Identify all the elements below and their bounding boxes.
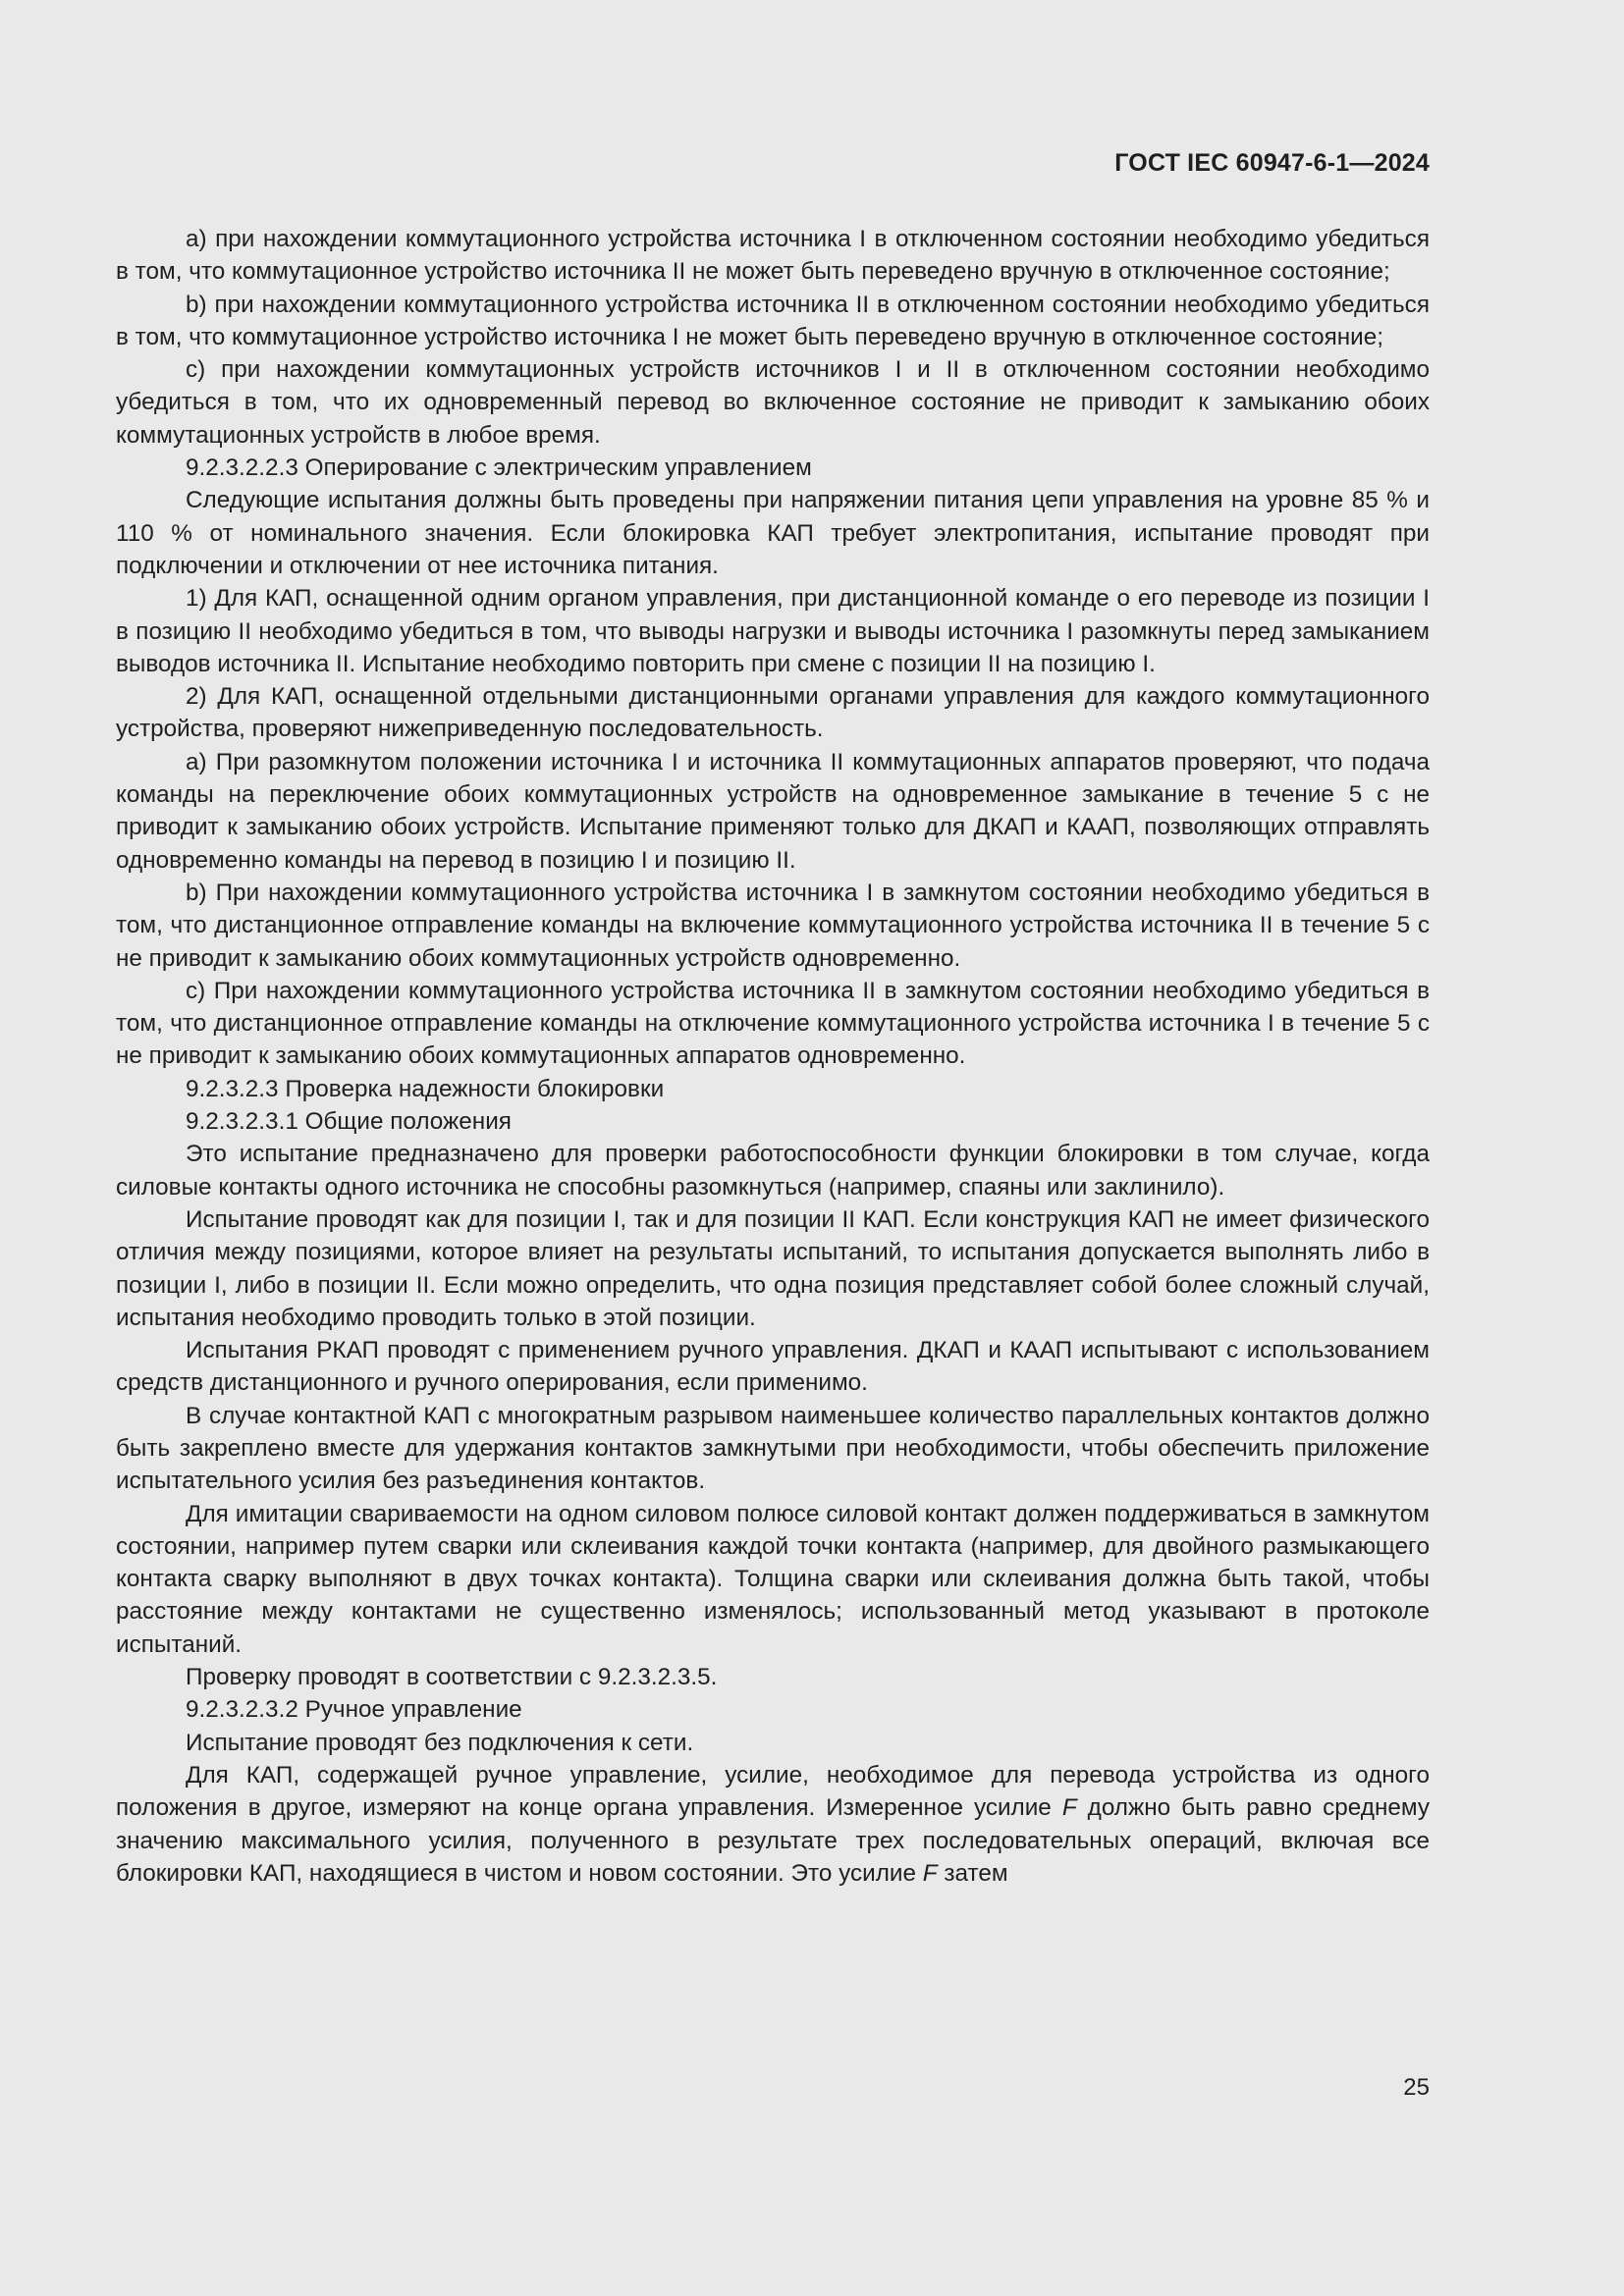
paragraph: Испытание проводят как для позиции I, так и для позиции II КАП. Если конструкция КАП не имеет физического отличия между позициями, которое влияет на результаты испытаний, то испытания допускается выполнять либо в позиции I, либо в позиции II. Если можно определить, что одна позиция представляет собой более сложный случай, испытания необходимо проводить только в этой позиции. — [116, 1205, 1430, 1331]
document-body — [116, 223, 1430, 1890]
paragraph: В случае контактной КАП с многократным разрывом наименьшее количество параллельных контактов должно быть закреплено вместе для удержания контактов замкнутыми при необходимости, чтобы обеспечить приложение испытательного усилия без разъединения контактов. — [116, 1402, 1430, 1495]
document-code-header: ГОСТ IEC 60947-6-1—2024 — [1114, 149, 1430, 177]
paragraph: 2) Для КАП, оснащенной отдельными дистанционными органами управления для каждого коммутационного устройства, проверяют нижеприведенную последовательность. — [116, 683, 1430, 743]
section-heading: 9.2.3.2.2.3 Оперирование с электрическим управлением — [186, 454, 812, 482]
paragraph: a) При разомкнутом положении источника I и источника II коммутационных аппаратов проверяют, что подача команды на переключение обоих коммутационных устройств на одновременное замыкание в течение 5 с не приводит к замыканию обоих устройств. Испытание применяют только для ДКАП и КААП, позволяющих отправлять одновременно команды на перевод в позицию I и позицию II. — [116, 748, 1430, 874]
paragraph: Следующие испытания должны быть проведены при напряжении питания цепи управления на уровне 85 % и 110 % от номинального значения. Если блокировка КАП требует электропитания, испытание проводят при подключении и отключении от нее источника питания. — [116, 487, 1430, 579]
paragraph: Это испытание предназначено для проверки работоспособности функции блокировки в том случае, когда силовые контакты одного источника не способны разомкнуться (например, спаяны или заклинило). — [116, 1141, 1430, 1201]
paragraph: c) при нахождении коммутационных устройств источников I и II в отключенном состоянии необходимо убедиться в том, что их одновременный перевод во включенное состояние не приводит к замыканию обоих коммутационных устройств в любое время. — [116, 356, 1430, 449]
section-heading: 9.2.3.2.3 Проверка надежности блокировки — [186, 1075, 665, 1102]
section-heading: 9.2.3.2.3.1 Общие положения — [186, 1108, 512, 1136]
page-number: 25 — [1403, 2074, 1430, 2101]
paragraph: 1) Для КАП, оснащенной одним органом управления, при дистанционной команде о его переводе из позиции I в позицию II необходимо убедиться в том, что выводы нагрузки и выводы источника I разомкнуты перед замыканием выводов источника II. Испытание необходимо повторить при смене с позиции II на позицию I. — [116, 585, 1430, 677]
paragraph-last — [116, 1759, 1430, 1890]
variable-f: F — [922, 1859, 938, 1887]
paragraph: Для имитации свариваемости на одном силовом полюсе силовой контакт должен поддерживаться в замкнутом состоянии, например путем сварки или склеивания каждой точки контакта (например, для двойного размыкающего контакта сварку выполняют в двух точках контакта). Толщина сварки или склеивания должна быть такой, чтобы расстояние между контактами не существенно изменялось; использованный метод указывают в протоколе испытаний. — [116, 1500, 1430, 1658]
paragraph: b) При нахождении коммутационного устройства источника I в замкнутом состоянии необходимо убедиться в том, что дистанционное отправление команды на включение коммутационного устройства источника II в течение 5 с не приводит к замыканию обоих коммутационных устройств одновременно. — [116, 879, 1430, 972]
paragraph: c) При нахождении коммутационного устройства источника II в замкнутом состоянии необходимо убедиться в том, что дистанционное отправление команды на отключение коммутационного устройства источника I в течение 5 с не приводит к замыканию обоих коммутационных аппаратов одновременно. — [116, 977, 1430, 1070]
paragraph: Испытания РКАП проводят с применением ручного управления. ДКАП и КААП испытывают с использованием средств дистанционного и ручного оперирования, если применимо. — [116, 1337, 1430, 1397]
section-heading: 9.2.3.2.3.2 Ручное управление — [186, 1696, 522, 1724]
paragraph: Проверку проводят в соответствии с 9.2.3.2.3.5. — [186, 1664, 718, 1691]
text-run: Для КАП, содержащей ручное управление, усилие, необходимое для перевода устройства из одного положения в другое, измеряют на конце органа управления. Измеренное усилие — [116, 1761, 1430, 1822]
paragraph: a) при нахождении коммутационного устройства источника I в отключенном состоянии необходимо убедиться в том, что коммутационное устройство источника II не может быть переведено вручную в отключенное состояние; — [116, 226, 1430, 286]
variable-f: F — [1061, 1794, 1077, 1822]
paragraph: b) при нахождении коммутационного устройства источника II в отключенном состоянии необходимо убедиться в том, что коммутационное устройство источника I не может быть переведено вручную в отключенное состояние; — [116, 291, 1430, 350]
text-run: затем — [937, 1859, 1008, 1887]
paragraph: Испытание проводят без подключения к сети. — [186, 1729, 694, 1756]
text-run: должно быть равно среднему значению максимального усилия, полученного в результате трех последовательных операций, включая все блокировки КАП, находящиеся в чистом и новом состоянии. Это усилие — [116, 1794, 1430, 1887]
